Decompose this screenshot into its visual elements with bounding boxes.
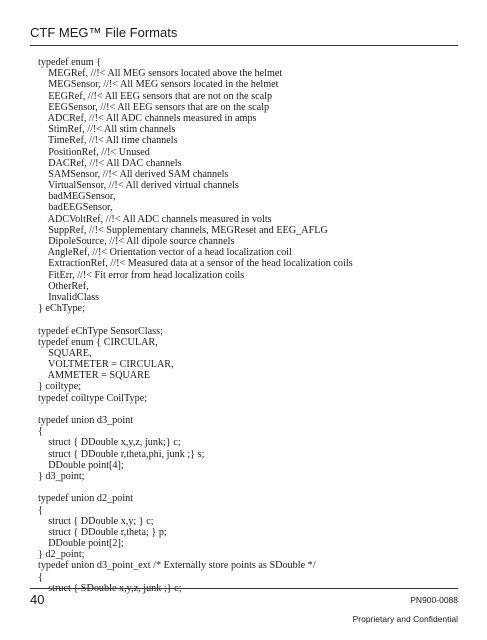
code-line: PositionRef, //!< Unused (38, 146, 150, 158)
code-line: struct { DDouble r,theta,phi, junk ;} s; (38, 448, 205, 460)
code-line: ADCVoltRef, //!< All ADC channels measured in volts (38, 213, 272, 225)
document-id: PN900-0088 (410, 595, 458, 605)
code-line: DDouble point[4]; (38, 459, 124, 471)
code-line: struct { DDouble r,theta; } p; (38, 526, 167, 538)
code-line (38, 314, 458, 325)
footer-rule (30, 588, 458, 589)
code-line: typedef union d3_point (38, 415, 134, 426)
code-line: VOLTMETER = CIRCULAR, (38, 359, 174, 371)
page-number: 40 (30, 592, 45, 607)
code-line: OtherRef, (38, 280, 89, 292)
code-line: SAMSensor, //!< All derived SAM channels (38, 168, 229, 180)
code-line (38, 482, 458, 493)
code-line: } d3_point; (38, 470, 85, 482)
code-line: { (38, 504, 43, 516)
confidentiality-notice: Proprietary and Confidential (352, 614, 458, 624)
code-line: EEGSensor, //!< All EEG sensors that are on the scalp (38, 101, 270, 113)
code-line: typedef eChType SensorClass; (38, 325, 163, 337)
page-header-title: CTF MEG™ File Formats (30, 25, 178, 40)
code-line: FitErr, //!< Fit error from head localization coils (38, 269, 245, 281)
code-line: MEGRef, //!< All MEG sensors located above the helmet (38, 68, 283, 80)
code-line: EEGRef, //!< All EEG sensors that are not on the scalp (38, 90, 273, 102)
code-line: DACRef, //!< All DAC channels (38, 157, 182, 169)
code-line: typedef union d3_point_ext /* Externally store points as SDouble */ (38, 560, 316, 572)
code-line: typedef union d2_point (38, 493, 134, 505)
code-line: DDouble point[2]; (38, 538, 124, 550)
code-line: ADCRef, //!< All ADC channels measured in amps (38, 112, 257, 124)
code-line: TimeRef, //!< All time channels (38, 135, 178, 147)
code-line: badMEGSensor, (38, 191, 116, 203)
code-line: typedef enum { CIRCULAR, (38, 336, 158, 348)
code-listing (38, 57, 458, 594)
code-line: struct { SDouble x,y,z, junk ;} c; (38, 582, 182, 594)
code-line: DipoleSource, //!< All dipole source channels (38, 236, 235, 247)
code-line: InvalidClass (38, 291, 100, 303)
code-line: MEGSensor, //!< All MEG sensors located in the helmet (38, 79, 279, 91)
code-line: VirtualSensor, //!< All derived virtual channels (38, 180, 239, 192)
code-line: } eChType; (38, 303, 85, 315)
code-line (38, 404, 458, 415)
code-line: AMMETER = SQUARE (38, 370, 151, 382)
code-line: SQUARE, (38, 347, 92, 359)
code-line: ExtractionRef, //!< Measured data at a sensor of the head localization coils (38, 258, 353, 270)
code-line: } coiltype; (38, 381, 82, 393)
code-line: AngleRef, //!< Orientation vector of a head localization coil (38, 247, 292, 259)
code-line: typedef enum { (38, 57, 102, 68)
code-line: { (38, 571, 43, 583)
code-line: } d2_point; (38, 549, 85, 561)
code-line: SuppRef, //!< Supplementary channels, MEGReset and EEG_AFLG (38, 224, 328, 236)
code-line: { (38, 426, 43, 438)
code-line: struct { DDouble x,y,z, junk;} c; (38, 437, 181, 449)
code-line: badEEGSensor, (38, 202, 113, 214)
header-rule (30, 45, 458, 46)
code-line: typedef coiltype CoilType; (38, 392, 148, 404)
code-line: StimRef, //!< All stim channels (38, 124, 176, 136)
code-line: struct { DDouble x,y; } c; (38, 515, 154, 527)
